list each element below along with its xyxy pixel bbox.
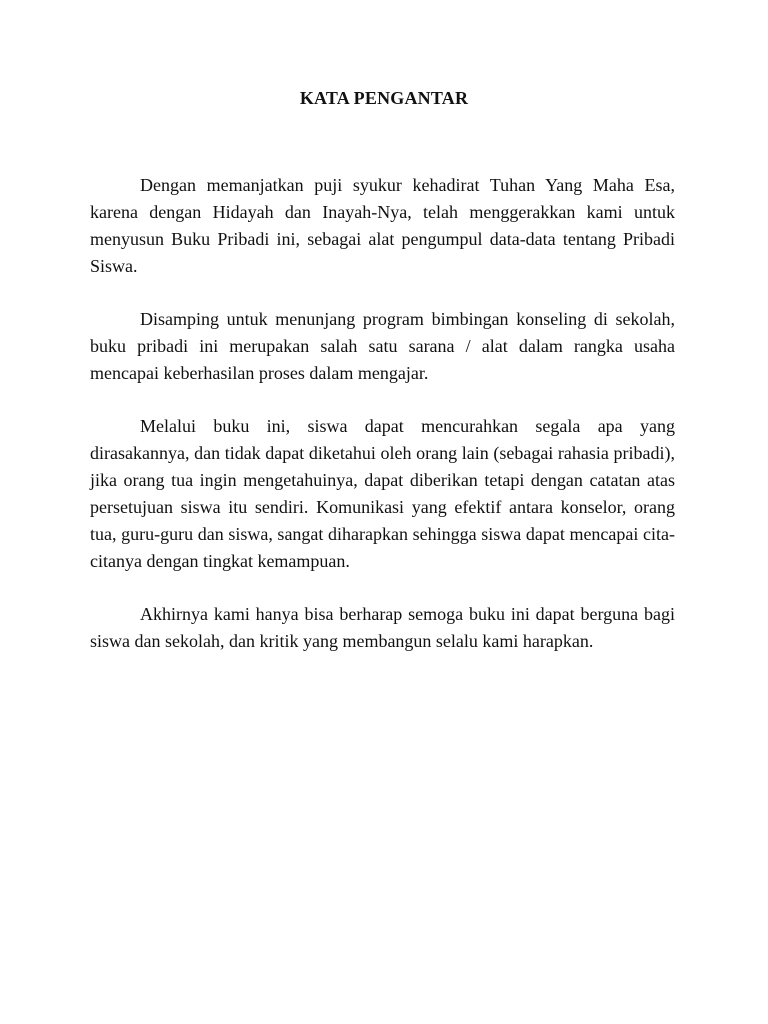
paragraph-2: Disamping untuk menunjang program bimbingan konseling di sekolah, buku pribadi ini merupakan salah satu sarana / alat dalam rangka usaha mencapai keberhasilan proses dalam mengajar. (90, 309, 675, 383)
document-body (90, 172, 675, 681)
paragraph-3: Melalui buku ini, siswa dapat mencurahkan segala apa yang dirasakannya, dan tidak dapat diketahui oleh orang lain (sebagai rahasia pribadi), jika orang tua ingin mengetahuinya, dapat diberikan tetapi dengan catatan atas persetujuan siswa itu sendiri. Komunikasi yang efektif antara konselor, orang tua, guru-guru dan siswa, sangat diharapkan sehingga siswa dapat mencapai cita-citanya dengan tingkat kemampuan. (90, 416, 675, 571)
page-title: KATA PENGANTAR (299, 88, 469, 108)
paragraph-4: Akhirnya kami hanya bisa berharap semoga buku ini dapat berguna bagi siswa dan sekolah, dan kritik yang membangun selalu kami harapkan. (90, 604, 675, 651)
paragraph-1: Dengan memanjatkan puji syukur kehadirat Tuhan Yang Maha Esa, karena dengan Hidayah dan Inayah-Nya, telah menggerakkan kami untuk menyusun Buku Pribadi ini, sebagai alat pengumpul data-data tentang Pribadi Siswa. (90, 175, 675, 276)
